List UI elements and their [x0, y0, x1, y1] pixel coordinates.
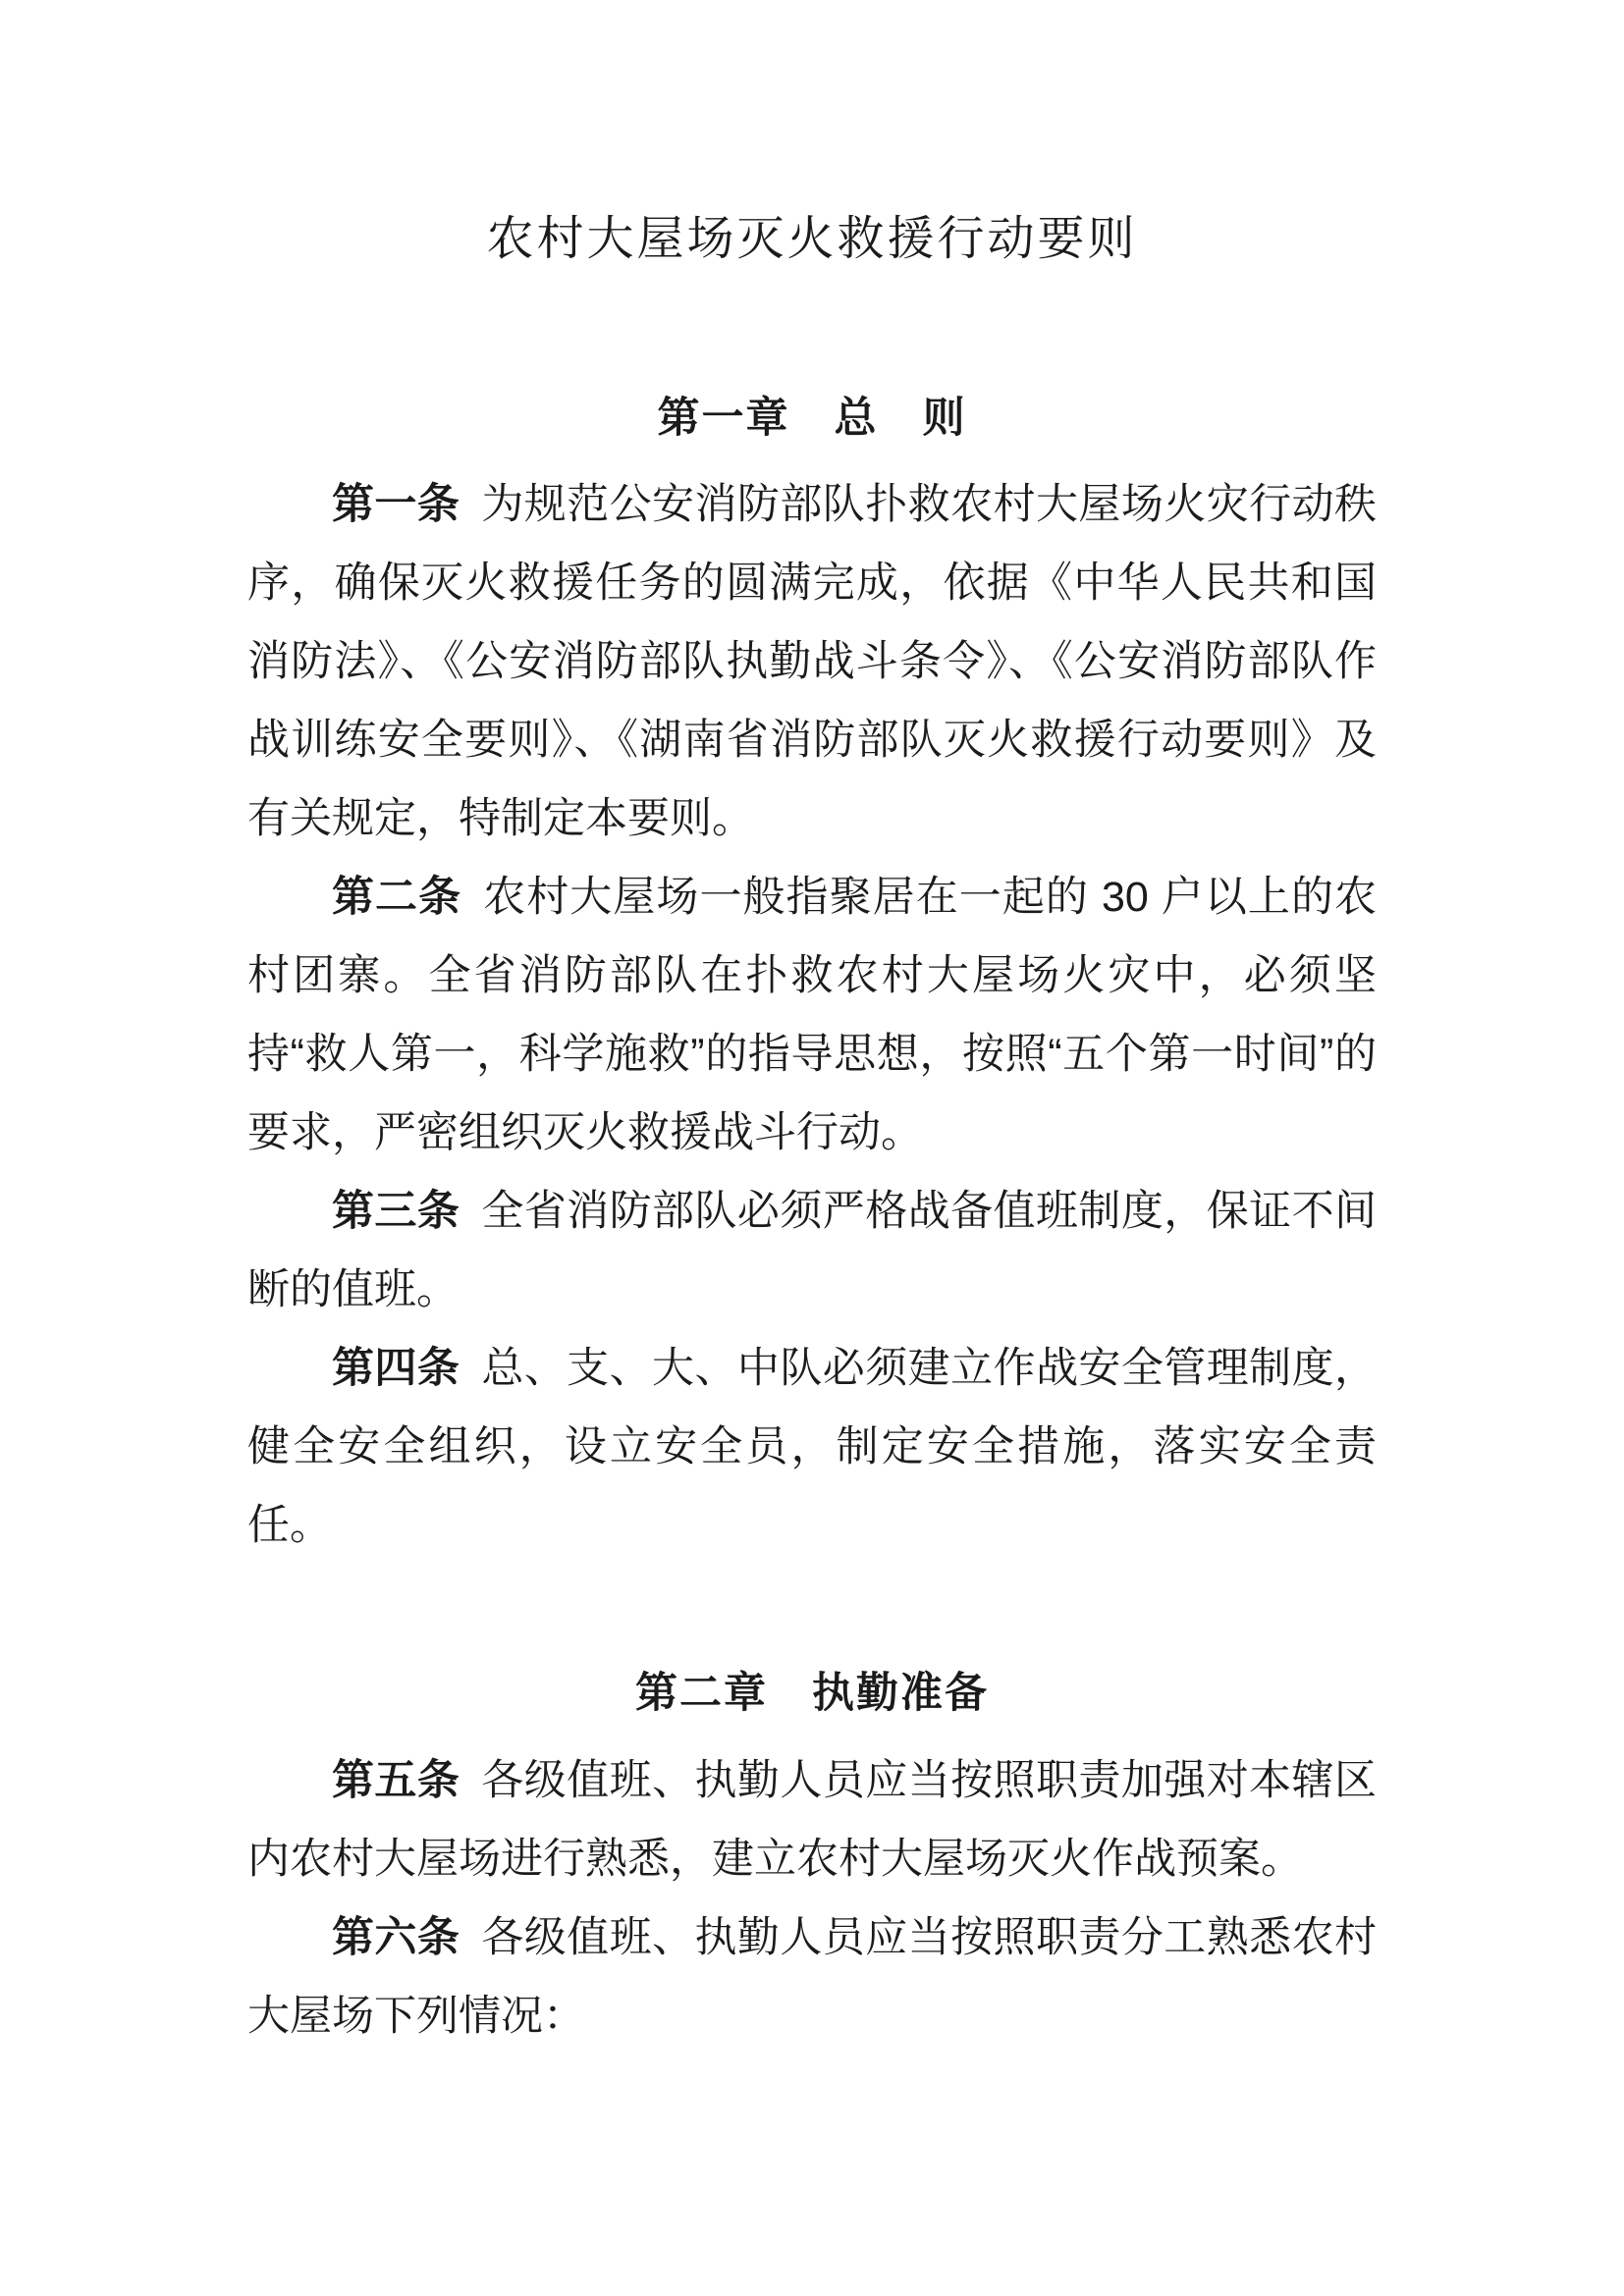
- article-2-text: 农村大屋场一般指聚居在一起的 30 户以上的农村团寨。全省消防部队在扑救农村大屋场火灾中，必须坚持“救人第一，科学施救”的指导思想，按照“五个第一时间”的要求，严密组织灭火救援战斗行动。: [247, 874, 1377, 1157]
- article-4-text: 总、支、大、中队必须建立作战安全管理制度，健全安全组织，设立安全员，制定安全措施，落实安全责任。: [247, 1345, 1378, 1550]
- article-5-text: 各级值班、执勤人员应当按照职责加强对本辖区内农村大屋场进行熟悉，建立农村大屋场灭火作战预案。: [247, 1756, 1378, 1883]
- document-title: 农村大屋场灭火救援行动要则: [486, 213, 1138, 265]
- article-2: [247, 858, 1377, 1172]
- chapter-1-heading: 第一章 总 则: [657, 395, 967, 442]
- article-2-label: 第二条: [332, 874, 462, 922]
- article-1: [247, 465, 1377, 858]
- article-1-label: 第一条: [332, 481, 460, 529]
- article-5-label: 第五条: [332, 1756, 460, 1804]
- article-6: [247, 1898, 1377, 2056]
- article-4-label: 第四条: [332, 1345, 460, 1393]
- chapter-2-heading: 第二章 执勤准备: [635, 1671, 989, 1718]
- article-6-text: 各级值班、执勤人员应当按照职责分工熟悉农村大屋场下列情况：: [247, 1913, 1378, 2040]
- article-4: [247, 1329, 1377, 1565]
- article-3-text: 全省消防部队必须严格战备值班制度，保证不间断的值班。: [247, 1188, 1378, 1314]
- article-3: [247, 1172, 1377, 1329]
- article-1-text: 为规范公安消防部队扑救农村大屋场火灾行动秩序，确保灭火救援任务的圆满完成，依据《中华人民共和国消防法》、《公安消防部队执勤战斗条令》、《公安消防部队作战训练安全要则》、《湖南省消防部队灭火救援行动要则》及有关规定，特制定本要则。: [247, 481, 1378, 843]
- article-3-label: 第三条: [332, 1188, 460, 1236]
- article-6-label: 第六条: [332, 1913, 460, 1961]
- article-5: [247, 1741, 1377, 1898]
